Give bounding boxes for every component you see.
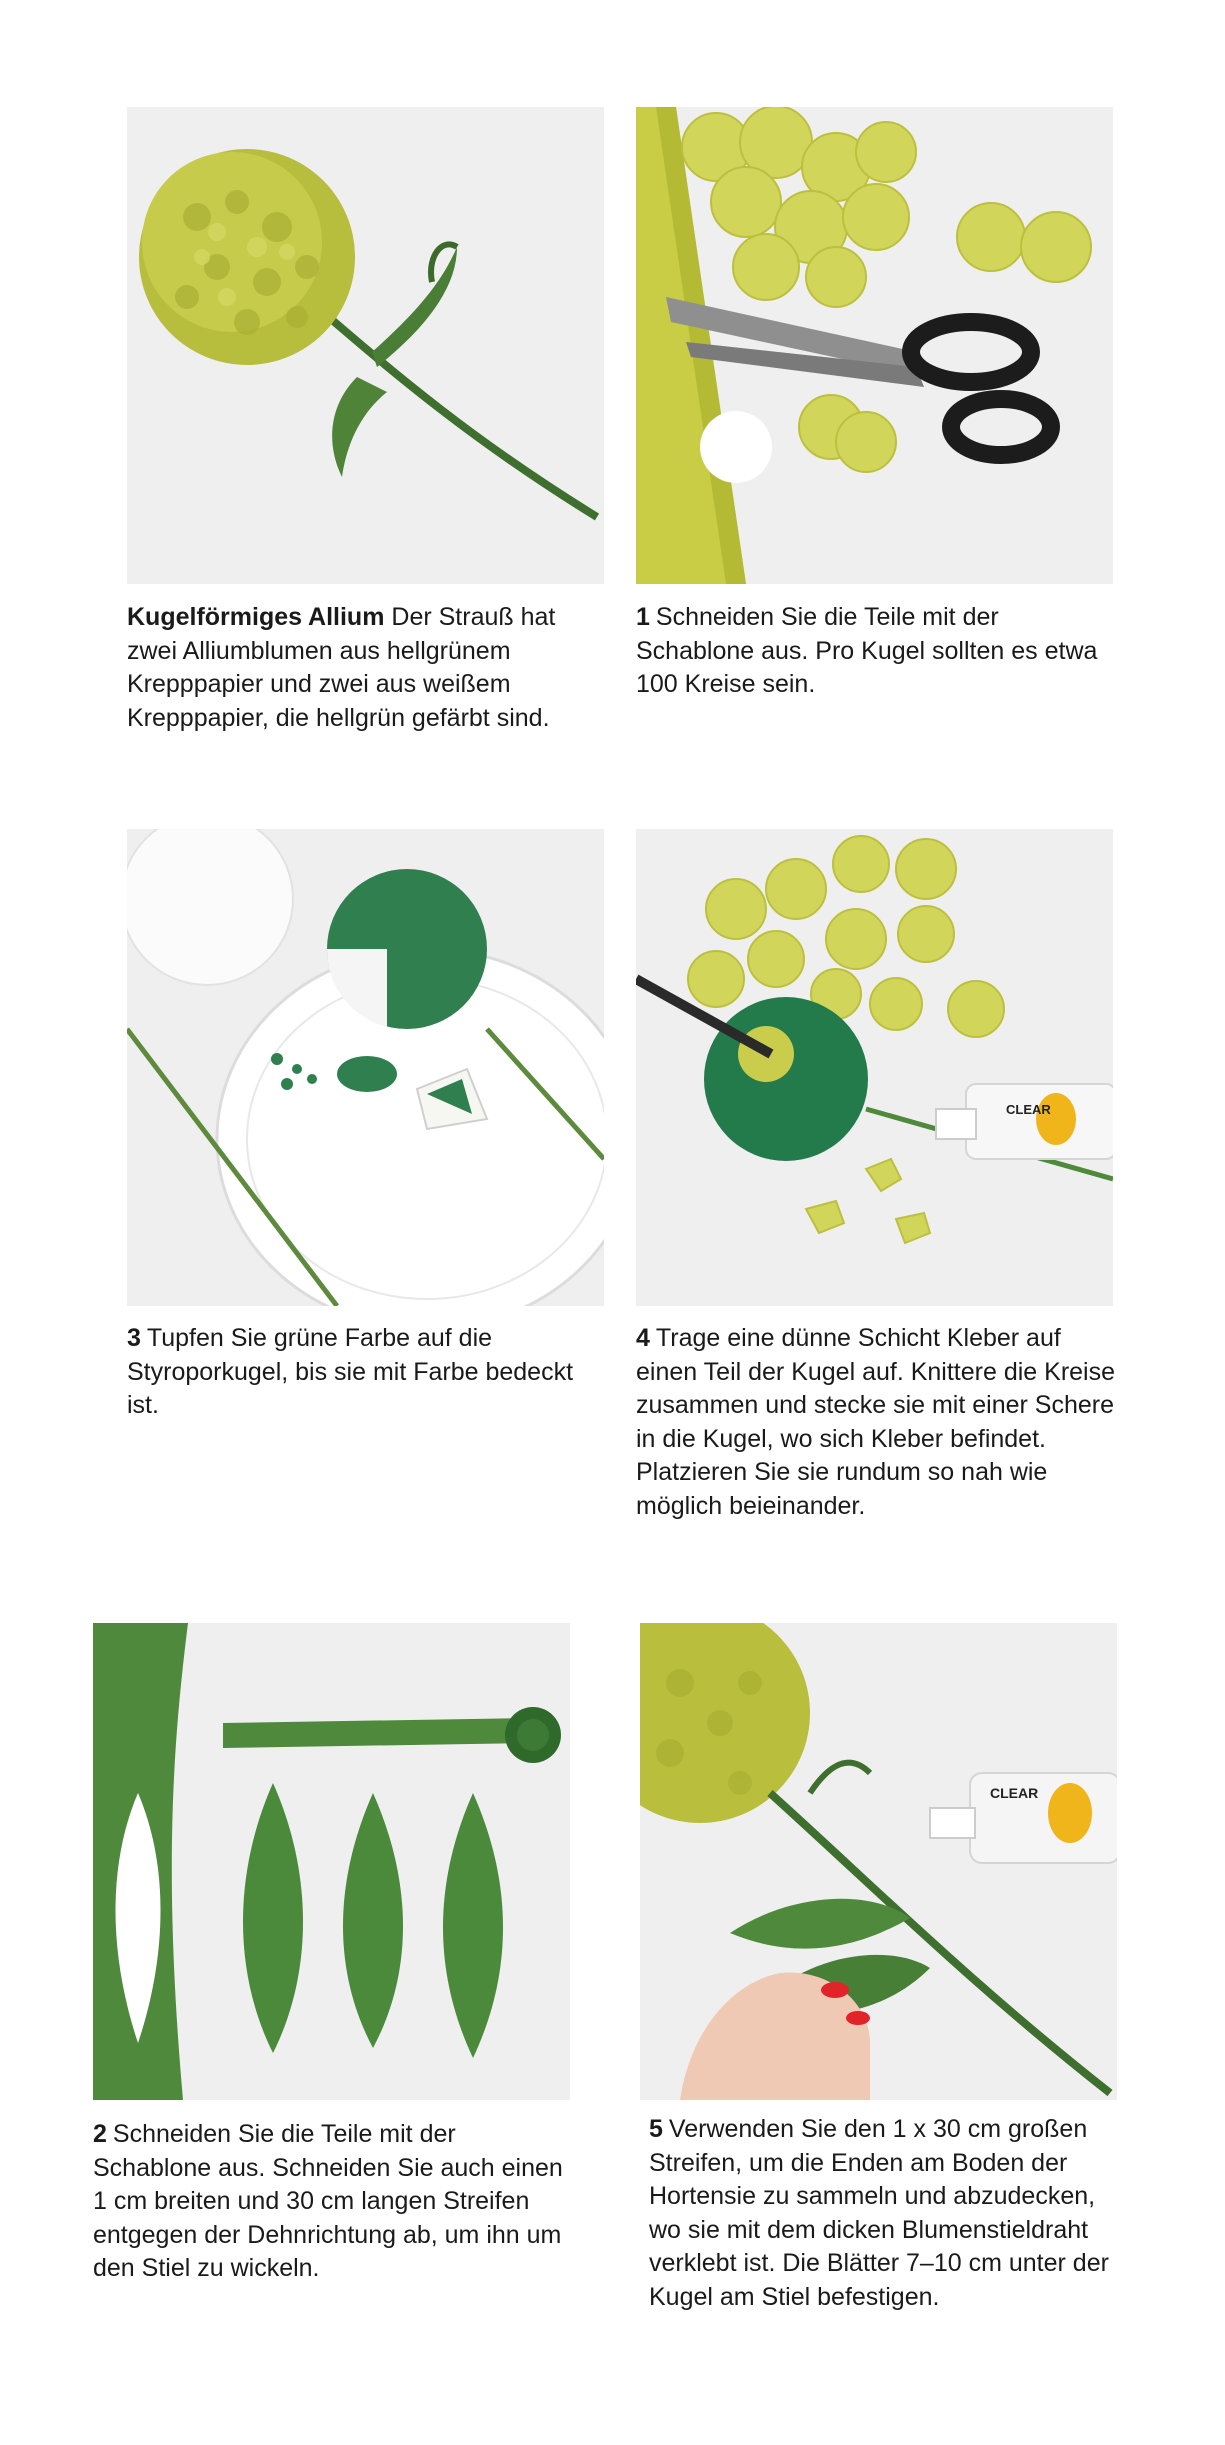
caption-intro-title: Kugelförmiges Allium	[127, 603, 385, 631]
glue-brand-label-2: CLEAR	[990, 1785, 1039, 1801]
step-3-text: Tupfen Sie grüne Farbe auf die Styroporkugel, bis sie mit Farbe bedeckt ist.	[127, 1324, 574, 1419]
step-3-number: 3	[127, 1324, 141, 1352]
caption-step-4	[636, 1322, 1116, 1523]
photo-cut-circles-scissors	[636, 107, 1113, 584]
caption-step-2	[93, 2118, 573, 2286]
allium-flower-illustration	[127, 107, 604, 584]
photo-painting-foam-ball	[127, 829, 604, 1306]
glue-brand-label: CLEAR	[1006, 1102, 1051, 1117]
step-2-number: 2	[93, 2120, 107, 2148]
caption-step-5	[649, 2113, 1119, 2314]
caption-intro	[127, 601, 597, 735]
leaves-illustration	[93, 1623, 570, 2100]
step-1-number: 1	[636, 603, 650, 631]
gluing-illustration	[636, 829, 1113, 1306]
photo-leaves-strip	[93, 1623, 570, 2100]
photo-gluing-circles	[636, 829, 1113, 1306]
step-4-number: 4	[636, 1324, 650, 1352]
caption-step-3	[127, 1322, 597, 1423]
step-4-text: Trage eine dünne Schicht Kleber auf einen Teil der Kugel auf. Knittere die Kreise zusammen und stecke sie mit einer Schere in die Kugel, wo sich Kleber befindet. Platzieren Sie sie rundum so nah wie möglich beieinander.	[636, 1324, 1116, 1520]
photo-attaching-leaves	[640, 1623, 1117, 2100]
step-1-text: Schneiden Sie die Teile mit der Schablone aus. Pro Kugel sollten es etwa 100 Kreise sein.	[636, 603, 1098, 698]
step-5-number: 5	[649, 2115, 663, 2143]
step-2-text: Schneiden Sie die Teile mit der Schablone aus. Schneiden Sie auch einen 1 cm breiten und 30 cm langen Streifen entgegen der Dehnrichtung ab, um ihn um den Stiel zu wickeln.	[93, 2120, 563, 2282]
circles-scissors-illustration	[636, 107, 1113, 584]
attaching-leaves-illustration	[640, 1623, 1117, 2100]
step-5-text: Verwenden Sie den 1 x 30 cm großen Streifen, um die Enden am Boden der Hortensie zu sammeln und abzudecken, wo sie mit dem dicken Blumenstieldraht verklebt ist. Die Blätter 7–10 cm unter der Kugel am Stiel befestigen.	[649, 2115, 1109, 2311]
painting-ball-illustration	[127, 829, 604, 1306]
caption-intro-text: Der Strauß hat zwei Alliumblumen aus hellgrünem Krepppapier und zwei aus weißem Krepppapier, die hellgrün gefärbt sind.	[127, 603, 556, 732]
caption-step-1	[636, 601, 1116, 702]
photo-allium-flower	[127, 107, 604, 584]
